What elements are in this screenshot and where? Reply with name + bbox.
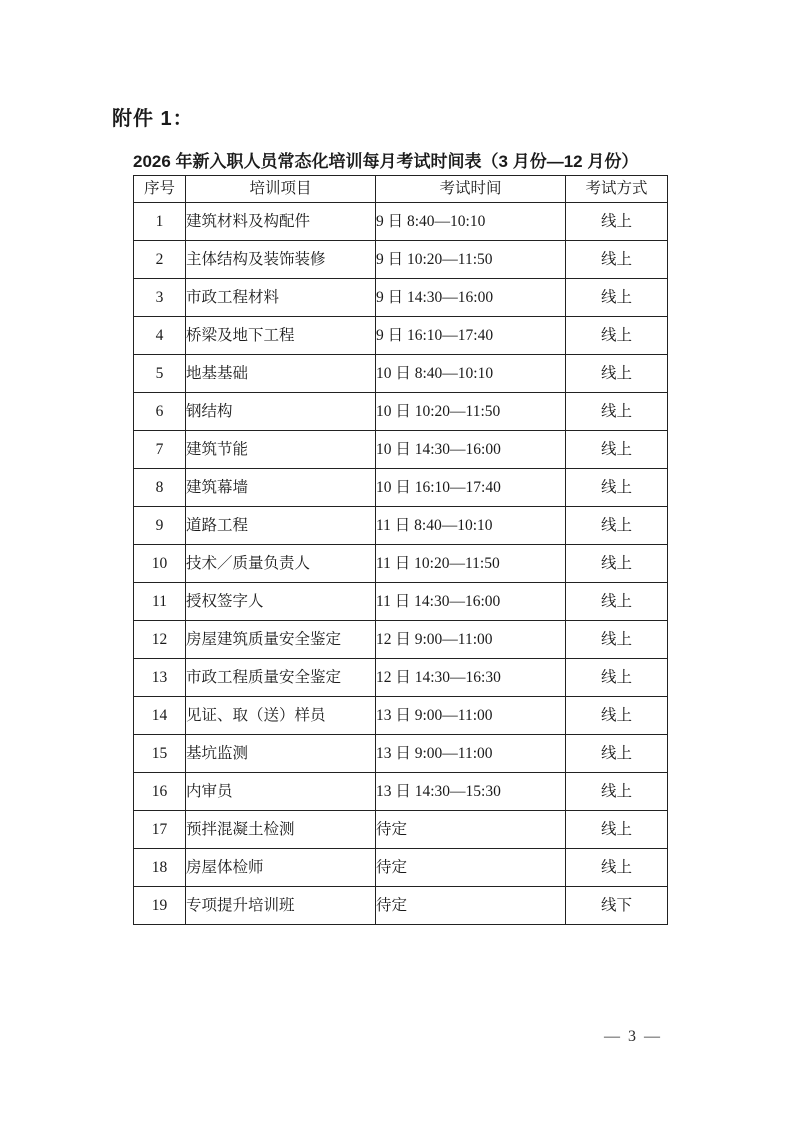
table-row (134, 659, 668, 697)
cell-project: 内审员 (186, 773, 376, 811)
cell-project: 技术／质量负责人 (186, 545, 376, 583)
cell-no: 16 (134, 773, 186, 811)
cell-time: 11 日 8:40—10:10 (376, 507, 566, 545)
exam-schedule-table (133, 175, 668, 925)
table-row (134, 279, 668, 317)
cell-method: 线上 (566, 469, 668, 507)
cell-no: 17 (134, 811, 186, 849)
cell-no: 4 (134, 317, 186, 355)
table-row (134, 621, 668, 659)
cell-time: 9 日 14:30—16:00 (376, 279, 566, 317)
cell-method: 线上 (566, 203, 668, 241)
cell-method: 线上 (566, 431, 668, 469)
cell-project: 道路工程 (186, 507, 376, 545)
cell-no: 18 (134, 849, 186, 887)
table-row (134, 773, 668, 811)
table-body (134, 203, 668, 925)
cell-time: 13 日 14:30—15:30 (376, 773, 566, 811)
cell-no: 6 (134, 393, 186, 431)
cell-time: 10 日 8:40—10:10 (376, 355, 566, 393)
cell-method: 线上 (566, 621, 668, 659)
cell-project: 房屋体检师 (186, 849, 376, 887)
cell-project: 房屋建筑质量安全鉴定 (186, 621, 376, 659)
header-method: 考试方式 (566, 176, 668, 203)
page-number: — 3 — (604, 1028, 662, 1045)
cell-time: 11 日 14:30—16:00 (376, 583, 566, 621)
cell-no: 2 (134, 241, 186, 279)
cell-time: 9 日 8:40—10:10 (376, 203, 566, 241)
cell-time: 9 日 10:20—11:50 (376, 241, 566, 279)
cell-project: 主体结构及装饰装修 (186, 241, 376, 279)
cell-method: 线上 (566, 241, 668, 279)
cell-no: 13 (134, 659, 186, 697)
cell-project: 建筑节能 (186, 431, 376, 469)
cell-method: 线下 (566, 887, 668, 925)
cell-time: 10 日 16:10—17:40 (376, 469, 566, 507)
cell-no: 10 (134, 545, 186, 583)
cell-no: 1 (134, 203, 186, 241)
cell-project: 专项提升培训班 (186, 887, 376, 925)
cell-method: 线上 (566, 811, 668, 849)
cell-time: 10 日 10:20—11:50 (376, 393, 566, 431)
header-no: 序号 (134, 176, 186, 203)
cell-project: 钢结构 (186, 393, 376, 431)
attachment-label: 附件 1： (112, 108, 194, 130)
cell-method: 线上 (566, 279, 668, 317)
table-row (134, 355, 668, 393)
table-header-row (134, 176, 668, 203)
table-row (134, 735, 668, 773)
cell-no: 19 (134, 887, 186, 925)
cell-time: 13 日 9:00—11:00 (376, 735, 566, 773)
table-row (134, 545, 668, 583)
cell-method: 线上 (566, 317, 668, 355)
cell-time: 11 日 10:20—11:50 (376, 545, 566, 583)
cell-method: 线上 (566, 735, 668, 773)
cell-method: 线上 (566, 773, 668, 811)
cell-project: 市政工程材料 (186, 279, 376, 317)
cell-no: 3 (134, 279, 186, 317)
cell-project: 桥梁及地下工程 (186, 317, 376, 355)
cell-no: 12 (134, 621, 186, 659)
cell-time: 待定 (376, 887, 566, 925)
table-row (134, 887, 668, 925)
table-row (134, 241, 668, 279)
cell-project: 预拌混凝土检测 (186, 811, 376, 849)
cell-method: 线上 (566, 659, 668, 697)
cell-time: 待定 (376, 811, 566, 849)
table-row (134, 317, 668, 355)
cell-method: 线上 (566, 393, 668, 431)
cell-method: 线上 (566, 697, 668, 735)
cell-project: 基坑监测 (186, 735, 376, 773)
cell-no: 14 (134, 697, 186, 735)
cell-no: 15 (134, 735, 186, 773)
table-row (134, 811, 668, 849)
header-time: 考试时间 (376, 176, 566, 203)
cell-no: 9 (134, 507, 186, 545)
cell-time: 12 日 9:00—11:00 (376, 621, 566, 659)
table-row (134, 583, 668, 621)
cell-no: 5 (134, 355, 186, 393)
cell-time: 12 日 14:30—16:30 (376, 659, 566, 697)
cell-project: 授权签字人 (186, 583, 376, 621)
table-title: 2026 年新入职人员常态化培训每月考试时间表（3 月份—12 月份） (133, 152, 639, 171)
cell-no: 11 (134, 583, 186, 621)
cell-method: 线上 (566, 545, 668, 583)
cell-time: 待定 (376, 849, 566, 887)
cell-time: 9 日 16:10—17:40 (376, 317, 566, 355)
cell-project: 地基基础 (186, 355, 376, 393)
cell-method: 线上 (566, 355, 668, 393)
table-row (134, 203, 668, 241)
table-row (134, 849, 668, 887)
cell-method: 线上 (566, 583, 668, 621)
cell-project: 市政工程质量安全鉴定 (186, 659, 376, 697)
table-row (134, 507, 668, 545)
table-row (134, 697, 668, 735)
cell-time: 13 日 9:00—11:00 (376, 697, 566, 735)
table-row (134, 393, 668, 431)
header-project: 培训项目 (186, 176, 376, 203)
table-row (134, 469, 668, 507)
cell-project: 建筑材料及构配件 (186, 203, 376, 241)
cell-project: 见证、取（送）样员 (186, 697, 376, 735)
cell-method: 线上 (566, 849, 668, 887)
cell-no: 8 (134, 469, 186, 507)
cell-time: 10 日 14:30—16:00 (376, 431, 566, 469)
table-row (134, 431, 668, 469)
cell-project: 建筑幕墙 (186, 469, 376, 507)
cell-no: 7 (134, 431, 186, 469)
cell-method: 线上 (566, 507, 668, 545)
